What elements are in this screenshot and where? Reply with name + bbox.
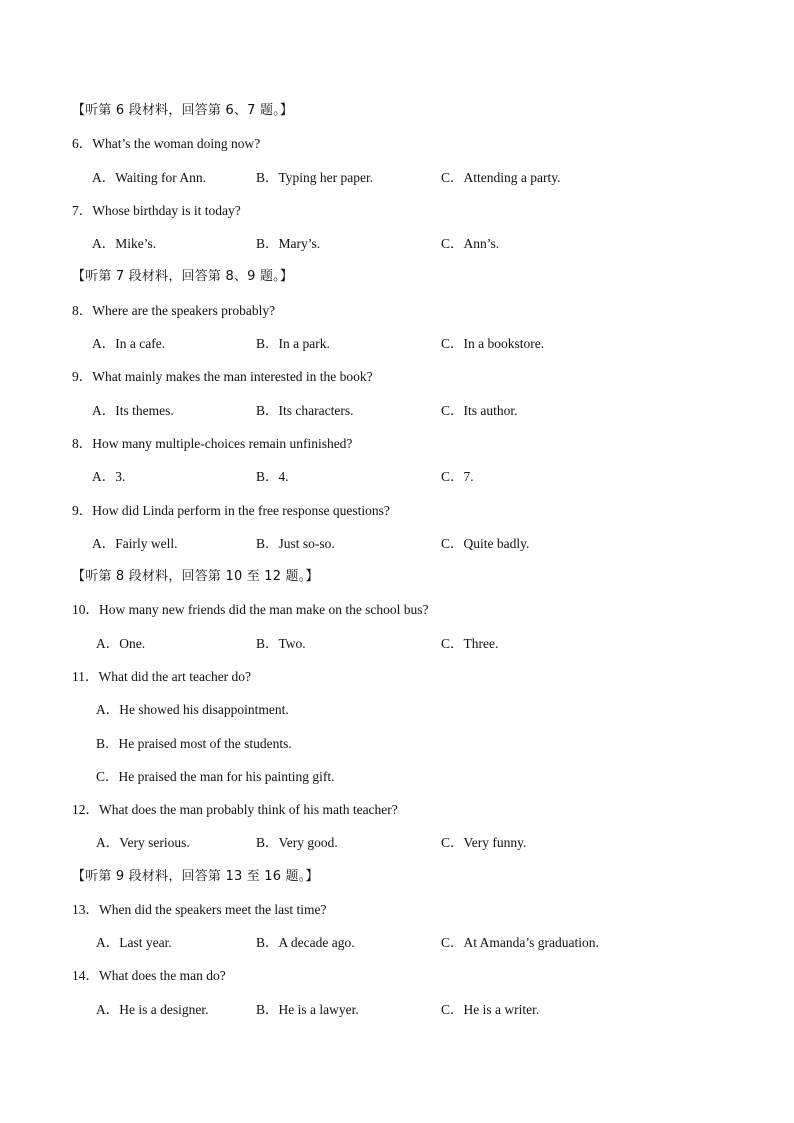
option-11c-row xyxy=(0,767,794,787)
options-row-12 xyxy=(0,833,794,853)
option-9c: C．Its author. xyxy=(441,403,518,418)
options-row-8-repeat xyxy=(0,467,794,487)
option-8a: A．In a cafe. xyxy=(92,336,166,351)
option-12b: B．Very good. xyxy=(256,835,338,850)
question-13: 13．When did the speakers meet the last time? xyxy=(72,902,327,917)
option-9b: B．Its characters. xyxy=(256,403,354,418)
option-6c: C．Attending a party. xyxy=(441,170,561,185)
option-7b: B．Mary’s. xyxy=(256,236,321,251)
option-10c: C．Three. xyxy=(441,636,499,651)
question-8: 8．Where are the speakers probably? xyxy=(72,303,276,318)
option-12c: C．Very funny. xyxy=(441,835,527,850)
option-7c: C．Ann’s. xyxy=(441,236,500,251)
option-9a: A．Its themes. xyxy=(92,403,174,418)
option-9b-b: B．Just so-so. xyxy=(256,536,335,551)
option-8b: B．In a park. xyxy=(256,336,330,351)
options-row-7 xyxy=(0,234,794,254)
question-9: 9．What mainly makes the man interested in the book? xyxy=(72,369,373,384)
question-8-repeat: 8．How many multiple-choices remain unfinished? xyxy=(72,436,353,451)
option-11a-row xyxy=(0,700,794,720)
question-11: 11．What did the art teacher do? xyxy=(72,669,252,684)
question-10: 10．How many new friends did the man make on the school bus? xyxy=(72,602,429,617)
option-11b-row xyxy=(0,734,794,754)
options-row-6 xyxy=(0,168,794,188)
options-row-14 xyxy=(0,1000,794,1020)
option-8b-b: B．4. xyxy=(256,469,289,484)
section-header-9: 【听第 9 段材料，回答第 13 至 16 题。】 xyxy=(72,869,319,884)
option-13a: A．Last year. xyxy=(96,935,172,950)
option-14b: B．He is a lawyer. xyxy=(256,1002,359,1017)
option-12a: A．Very serious. xyxy=(96,835,190,850)
options-row-13 xyxy=(0,933,794,953)
option-13c: C．At Amanda’s graduation. xyxy=(441,935,599,950)
option-9b-c: C．Quite badly. xyxy=(441,536,530,551)
section-header-8: 【听第 8 段材料，回答第 10 至 12 题。】 xyxy=(72,569,319,584)
options-row-10 xyxy=(0,634,794,654)
options-row-9-repeat xyxy=(0,534,794,554)
question-9-repeat: 9．How did Linda perform in the free response questions? xyxy=(72,503,390,518)
options-row-9 xyxy=(0,401,794,421)
section-header-7: 【听第 7 段材料，回答第 8、9 题。】 xyxy=(72,269,294,284)
option-6b: B．Typing her paper. xyxy=(256,170,374,185)
option-8b-a: A．3. xyxy=(92,469,126,484)
section-header-6: 【听第 6 段材料，回答第 6、7 题。】 xyxy=(72,103,294,118)
option-10a: A．One. xyxy=(96,636,146,651)
option-11b: B．He praised most of the students. xyxy=(96,736,292,751)
options-row-8 xyxy=(0,334,794,354)
option-7a: A．Mike’s. xyxy=(92,236,157,251)
question-14: 14．What does the man do? xyxy=(72,968,226,983)
question-6: 6．What’s the woman doing now? xyxy=(72,136,261,151)
option-8c: C．In a bookstore. xyxy=(441,336,545,351)
option-11c: C．He praised the man for his painting gift. xyxy=(96,769,335,784)
option-8b-c: C．7. xyxy=(441,469,474,484)
option-14a: A．He is a designer. xyxy=(96,1002,209,1017)
option-6a: A．Waiting for Ann. xyxy=(92,170,207,185)
option-10b: B．Two. xyxy=(256,636,306,651)
option-13b: B．A decade ago. xyxy=(256,935,355,950)
question-12: 12．What does the man probably think of his math teacher? xyxy=(72,802,398,817)
option-9b-a: A．Fairly well. xyxy=(92,536,178,551)
option-11a: A．He showed his disappointment. xyxy=(96,702,289,717)
option-14c: C．He is a writer. xyxy=(441,1002,540,1017)
question-7: 7．Whose birthday is it today? xyxy=(72,203,241,218)
